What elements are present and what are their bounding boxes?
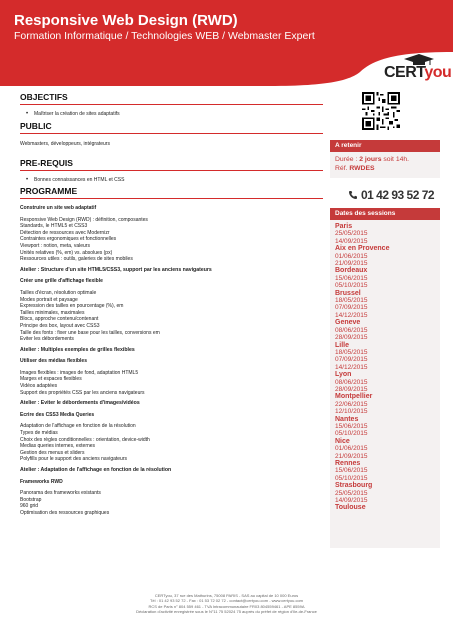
program-line: Modes portrait et paysage bbox=[20, 296, 78, 303]
prerequis-list bbox=[20, 177, 323, 184]
module-title: Utiliser des médias flexibles bbox=[20, 358, 87, 365]
list-item: • Maîtriser la création de sites adaptatifs bbox=[20, 111, 323, 118]
module-title: Construire un site web adaptatif bbox=[20, 205, 97, 211]
session-city: Lyon bbox=[335, 371, 352, 379]
retenir-header: A retenir bbox=[330, 140, 440, 152]
session-date: 18/05/2015 bbox=[335, 348, 368, 356]
certyou-logo bbox=[384, 54, 452, 88]
session-date: 25/05/2015 bbox=[335, 489, 368, 497]
program-line: Polyfills pour le support des anciens navigateurs bbox=[20, 456, 128, 463]
session-date: 18/05/2015 bbox=[335, 297, 368, 305]
session-date: 05/10/2015 bbox=[335, 430, 368, 438]
session-city: Rennes bbox=[335, 460, 361, 467]
program-line: Panorama des frameworks existants bbox=[20, 490, 101, 497]
program-line: Détection de ressources avec Modernizr bbox=[20, 229, 110, 236]
footer bbox=[0, 593, 453, 614]
session-city: Aix en Provence bbox=[335, 245, 390, 253]
session-date: 05/10/2015 bbox=[335, 282, 368, 290]
section-programme bbox=[20, 186, 323, 517]
program-line: Taille des fonts : fixer une base pour les tailles, conversions em bbox=[20, 329, 160, 336]
session-date: 01/06/2015 bbox=[335, 252, 368, 260]
sessions-list bbox=[330, 220, 440, 548]
module-atelier: Atelier : Adaptation de l'affichage en fonction de la résolution bbox=[20, 467, 172, 473]
program-line: Vidéos adaptées bbox=[20, 383, 58, 390]
session-date: 14/09/2015 bbox=[335, 237, 368, 245]
program-line: Gestion des menus et sliders bbox=[20, 449, 85, 456]
session-city: Brussel bbox=[335, 289, 361, 297]
session-date: 07/09/2015 bbox=[335, 356, 368, 364]
session-date: 08/06/2015 bbox=[335, 326, 368, 334]
programme-body bbox=[20, 205, 323, 517]
program-line: Optimisation des ressources graphiques bbox=[20, 509, 110, 516]
session-date: 15/06/2015 bbox=[335, 274, 368, 282]
module-atelier: Atelier : Multiples exemples de grilles flexibles bbox=[20, 346, 135, 353]
section-objectifs bbox=[20, 92, 323, 118]
program-line: Adaptation de l'affichage en fonction de la résolution bbox=[20, 423, 136, 430]
program-line: Blocs, approche contenu/contenant bbox=[20, 316, 99, 323]
session-city: Lille bbox=[335, 341, 350, 349]
phone-number[interactable] bbox=[348, 188, 434, 202]
program-line: Unités relatives (%, em) vs. absolues (px) bbox=[20, 249, 113, 256]
module-atelier: Atelier : Structure d'un site HTML5/CSS3, support par les anciens navigateurs bbox=[20, 266, 212, 273]
session-date: 25/05/2015 bbox=[335, 230, 368, 238]
program-line: Contraintes ergonomiques et fonctionnelles bbox=[20, 236, 117, 243]
program-line: Marges et espaces flexibles bbox=[20, 376, 82, 383]
footer-line: Tél : 01 42 93 52 72 - Fax : 01 53 72 02 72 - contact@certyou.com - www.certyou.com bbox=[149, 598, 304, 604]
program-line: Choix des règles conditionnelles : orientation, device-width bbox=[20, 436, 150, 443]
objectifs-list bbox=[20, 111, 323, 118]
session-date: 22/06/2015 bbox=[335, 400, 368, 408]
program-line: Bootstrap bbox=[20, 496, 42, 503]
session-city: Nice bbox=[335, 437, 350, 445]
program-line: Standards, le HTML5 et CSS3 bbox=[20, 223, 88, 230]
session-date: 01/06/2015 bbox=[335, 445, 368, 453]
logo-text: CERTyou bbox=[384, 64, 452, 81]
duree-line: Durée : 2 jours soit 14h. bbox=[335, 156, 410, 163]
program-line: Principe des box, layout avec CSS3 bbox=[20, 322, 100, 329]
session-date: 12/10/2015 bbox=[335, 408, 368, 416]
module-lines bbox=[20, 423, 323, 463]
module-title: Créer une grille d'affichage flexible bbox=[20, 278, 103, 285]
session-date: 05/10/2015 bbox=[335, 474, 368, 482]
program-line: Support des propriétés CSS par les anciens navigateurs bbox=[20, 389, 145, 396]
public-title: PUBLIC bbox=[20, 121, 323, 134]
session-city: Strasbourg bbox=[335, 482, 373, 490]
program-line: Responsive Web Design (RWD) : définition, composantes bbox=[20, 216, 148, 223]
session-date: 14/09/2015 bbox=[335, 497, 368, 505]
prerequis-title: PRE-REQUIS bbox=[20, 158, 323, 171]
footer-line: RCS de Paris n° 804 559 461 - TVA Intracommunautaire FR03 804559461 - APE 8559A bbox=[148, 603, 305, 609]
program-line: Ressources utiles : outils, galeries de sites mobiles bbox=[20, 256, 133, 263]
session-date: 21/09/2015 bbox=[335, 260, 368, 268]
module-title: Ecrire des CSS3 Media Queries bbox=[20, 411, 95, 418]
program-line: Medias queries internes, externes bbox=[20, 443, 96, 450]
footer-line: Déclaration d'activité enregistrée sous le N°11 75 52024 75 auprès du préfet de région d'Ile-de-France bbox=[136, 608, 317, 614]
program-line: Eviter les débordements bbox=[20, 336, 74, 343]
section-public bbox=[20, 121, 323, 148]
module-atelier: Atelier : Eviter le débordements d'images/vidéos bbox=[20, 400, 140, 407]
public-text: Webmasters, développeurs, intégrateurs bbox=[20, 141, 110, 147]
program-line: 960 grid bbox=[20, 503, 39, 510]
page-title: Responsive Web Design (RWD) bbox=[14, 12, 238, 29]
program-line: Images flexibles : images de fond, adaptation HTML5 bbox=[20, 369, 139, 376]
session-date: 08/06/2015 bbox=[335, 378, 368, 386]
list-item: • Bonnes connaissances en HTML et CSS bbox=[20, 177, 323, 184]
session-date: 28/09/2015 bbox=[335, 334, 368, 342]
page-subtitle: Formation Informatique / Technologies WEB / Webmaster Expert bbox=[14, 30, 315, 42]
programme-title: PROGRAMME bbox=[20, 186, 323, 199]
retenir-box bbox=[330, 152, 440, 178]
program-line: Types de médias bbox=[20, 430, 58, 437]
footer-line: CERTyou, 37 rue des Mathurins, 75008 PARIS - SAS au capital de 10 000 Euros bbox=[154, 593, 299, 598]
session-city: Bordeaux bbox=[335, 267, 368, 275]
session-city: Paris bbox=[335, 223, 353, 230]
phone-icon bbox=[348, 190, 358, 200]
session-date: 21/09/2015 bbox=[335, 452, 368, 460]
module-lines bbox=[20, 290, 323, 343]
session-date: 15/06/2015 bbox=[335, 422, 368, 430]
session-city: Toulouse bbox=[335, 504, 366, 512]
program-line: Expression des tailles en pourcentage (%), em bbox=[20, 303, 124, 310]
qr-code-icon bbox=[362, 92, 400, 130]
module-lines bbox=[20, 490, 323, 516]
objectifs-title: OBJECTIFS bbox=[20, 92, 323, 105]
phone-text[interactable]: 01 42 93 52 72 bbox=[361, 188, 435, 202]
session-date: 14/12/2015 bbox=[335, 363, 368, 371]
program-line: Tailles d'écran, résolution optimale bbox=[20, 289, 97, 296]
program-line: Tailles minimales, maximales bbox=[20, 309, 85, 316]
section-prerequis bbox=[20, 158, 323, 184]
session-date: 14/12/2015 bbox=[335, 311, 368, 319]
module-lines bbox=[20, 370, 323, 396]
session-city: Geneve bbox=[335, 319, 361, 327]
session-date: 28/09/2015 bbox=[335, 385, 368, 393]
session-city: Montpellier bbox=[335, 393, 373, 401]
program-line: Viewport : notion, meta, valeurs bbox=[20, 242, 90, 249]
sessions-header: Dates des sessions bbox=[330, 208, 440, 220]
session-date: 07/09/2015 bbox=[335, 304, 368, 312]
session-city: Nantes bbox=[335, 415, 359, 423]
ref-line: Réf. RWDES bbox=[335, 165, 375, 172]
session-date: 15/06/2015 bbox=[335, 467, 368, 475]
module-title: Frameworks RWD bbox=[20, 478, 63, 485]
module-lines bbox=[20, 217, 323, 263]
